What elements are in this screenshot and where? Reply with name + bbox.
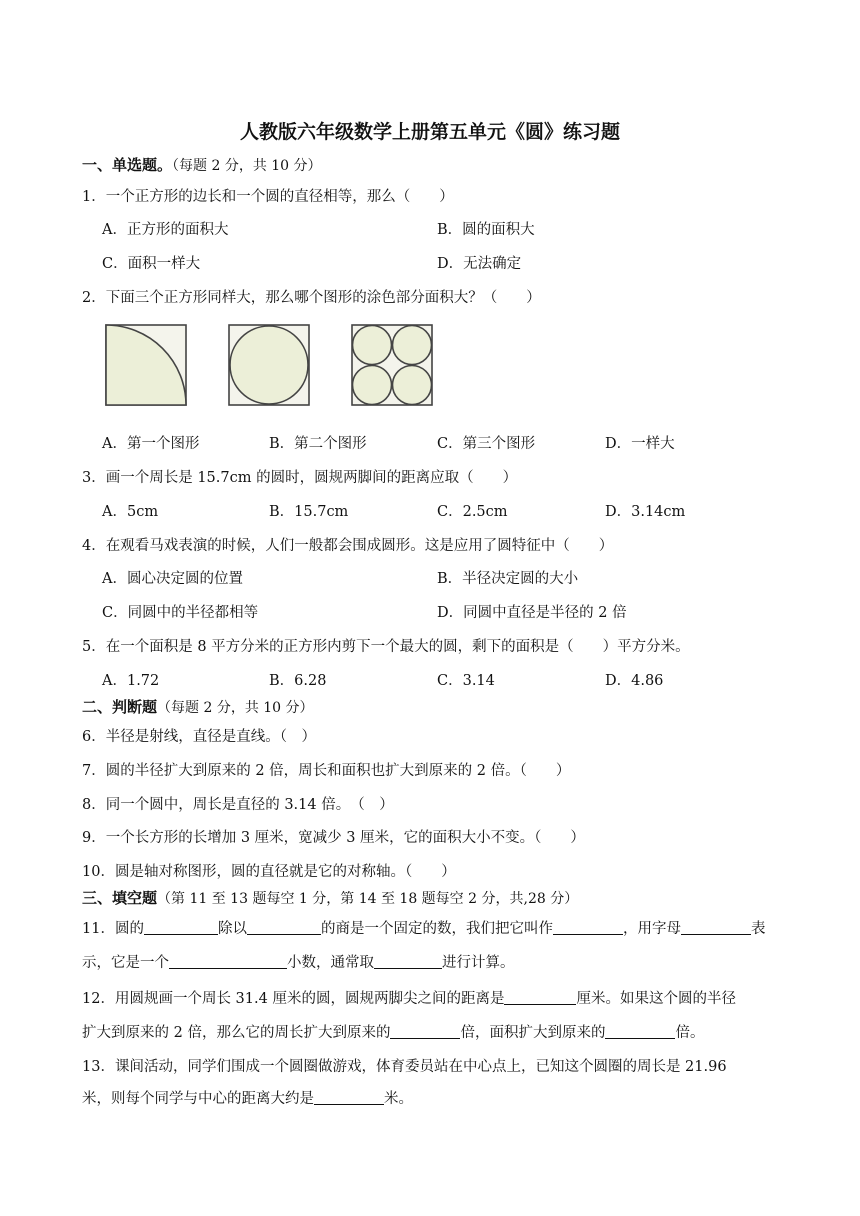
q2-option-c[interactable]: C．第三个图形	[437, 436, 536, 452]
q3-option-a[interactable]: A．5cm	[102, 504, 159, 520]
q4-option-d[interactable]: D．同圆中直径是半径的 2 倍	[437, 605, 627, 621]
q5-option-c[interactable]: C．3.14	[437, 673, 495, 689]
q3-option-b[interactable]: B．15.7cm	[269, 504, 349, 520]
q2-option-d[interactable]: D．一样大	[605, 436, 675, 452]
judge-item: 6．半径是射线，直径是直线。（ ）	[82, 729, 316, 745]
q4-option-a[interactable]: A．圆心决定圆的位置	[102, 571, 243, 587]
answer-blank[interactable]	[169, 954, 287, 969]
question-11-line-1: 11．圆的 除以 的商是一个固定的数，我们把它叫作 ，用字母 表	[82, 921, 766, 937]
q5-option-b[interactable]: B．6.28	[269, 673, 327, 689]
question-12-line-2: 扩大到原来的 2 倍，那么它的周长扩大到原来的 倍，面积扩大到原来的 倍。	[82, 1025, 705, 1041]
question-2-stem: 2．下面三个正方形同样大，那么哪个图形的涂色部分面积大？（ ）	[82, 290, 541, 306]
question-4-stem: 4．在观看马戏表演的时候，人们一般都会围成圆形。这是应用了圆特征中（ ）	[82, 538, 614, 554]
question-12-line-1: 12．用圆规画一个周长 31.4 厘米的圆，圆规两脚尖之间的距离是 厘米。如果这个圆的半径	[82, 991, 736, 1007]
figure-quarter-circle	[105, 324, 187, 406]
q1-option-a[interactable]: A．正方形的面积大	[102, 222, 229, 238]
answer-blank[interactable]	[553, 920, 623, 935]
q4-option-c[interactable]: C．同圆中的半径都相等	[102, 605, 259, 621]
question-1-stem: 1．一个正方形的边长和一个圆的直径相等，那么（ ）	[82, 189, 454, 205]
section-heading-true-false: 二、判断题（每题 2 分，共 10 分）	[82, 698, 314, 716]
q5-option-d[interactable]: D．4.86	[605, 673, 664, 689]
judge-item: 7．圆的半径扩大到原来的 2 倍，周长和面积也扩大到原来的 2 倍。（ ）	[82, 763, 571, 779]
answer-blank[interactable]	[605, 1024, 675, 1039]
question-3-stem: 3．画一个周长是 15.7cm 的圆时，圆规两脚间的距离应取（ ）	[82, 470, 518, 486]
judge-item: 10．圆是轴对称图形，圆的直径就是它的对称轴。（ ）	[82, 864, 456, 880]
q1-option-c[interactable]: C．面积一样大	[102, 256, 201, 272]
section-heading-single-choice: 一、单选题。（每题 2 分，共 10 分）	[82, 156, 322, 174]
q1-option-b[interactable]: B．圆的面积大	[437, 222, 535, 238]
question-5-stem: 5．在一个面积是 8 平方分米的正方形内剪下一个最大的圆，剩下的面积是（ ）平方分米。	[82, 639, 690, 655]
q1-option-d[interactable]: D．无法确定	[437, 256, 522, 272]
page-title: 人教版六年级数学上册第五单元《圆》练习题	[239, 121, 620, 143]
section-heading-fill-in: 三、填空题（第 11 至 13 题每空 1 分，第 14 至 18 题每空 2 分，共,28 分）	[82, 889, 579, 907]
question-11-line-2: 示，它是一个 小数，通常取 进行计算。	[82, 955, 515, 971]
q5-option-a[interactable]: A．1.72	[102, 673, 160, 689]
question-13-line-2: 米，则每个同学与中心的距离大约是 米。	[82, 1091, 413, 1107]
question-13-line-1: 13．课间活动，同学们围成一个圆圈做游戏，体育委员站在中心点上，已知这个圆圈的周长是 21.96	[82, 1059, 727, 1075]
answer-blank[interactable]	[314, 1090, 384, 1105]
q4-option-b[interactable]: B．半径决定圆的大小	[437, 571, 579, 587]
answer-blank[interactable]	[504, 990, 576, 1005]
answer-blank[interactable]	[247, 920, 321, 935]
q3-option-d[interactable]: D．3.14cm	[605, 504, 686, 520]
q2-option-b[interactable]: B．第二个图形	[269, 436, 367, 452]
figure-inscribed-circle	[228, 324, 310, 406]
judge-item: 8．同一个圆中，周长是直径的 3.14 倍。 （ ）	[82, 797, 394, 813]
q3-option-c[interactable]: C．2.5cm	[437, 504, 508, 520]
answer-blank[interactable]	[390, 1024, 460, 1039]
figure-four-circles	[351, 324, 433, 406]
answer-blank[interactable]	[374, 954, 442, 969]
answer-blank[interactable]	[144, 920, 218, 935]
judge-item: 9．一个长方形的长增加 3 厘米，宽减少 3 厘米，它的面积大小不变。（ ）	[82, 830, 585, 846]
q2-option-a[interactable]: A．第一个图形	[102, 436, 200, 452]
answer-blank[interactable]	[681, 920, 751, 935]
